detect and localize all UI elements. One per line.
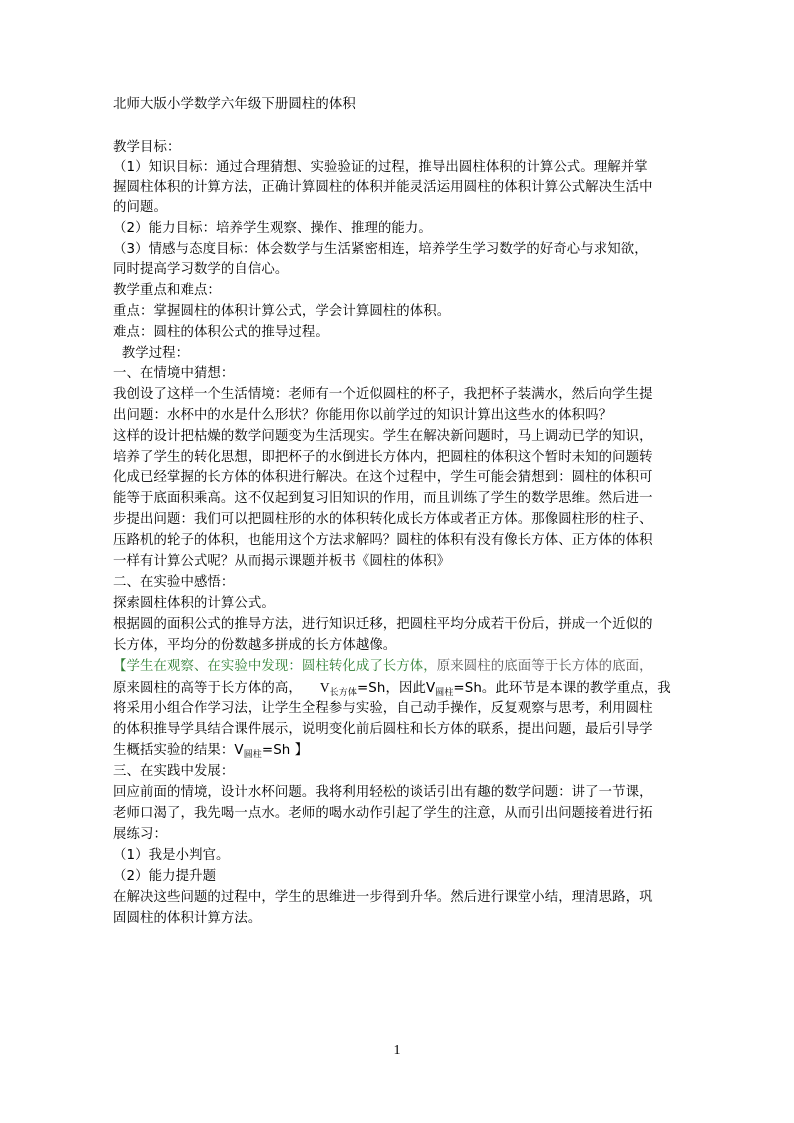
formula-cylinder-volume: =Sh。此环节是本课的教学重点，我 <box>453 681 671 696</box>
s1-paragraph-1-line-1: 我创设了这样一个生活情境：老师有一个近似圆柱的杯子，我把杯子装满水，然后向学生提 <box>113 387 653 402</box>
s1-paragraph-2-line-3: 化成已经掌握的长方体的体积进行解决。在这个过程中，学生可能会猜想到：圆柱的体积可 <box>113 470 653 485</box>
document-title: 北师大版小学数学六年级下册圆柱的体积 <box>113 97 356 112</box>
objectives-heading: 教学目标： <box>113 140 181 155</box>
objective-1-line-2: 握圆柱体积的计算方法，正确计算圆柱的体积并能灵活运用圆柱的体积计算公式解决生活中 <box>113 180 653 195</box>
s2-highlight-line-5 <box>113 741 308 762</box>
conclusion-subscript-cylinder: 圆柱 <box>243 750 262 760</box>
objective-1-line-3: 的问题。 <box>113 200 167 215</box>
formula-subscript-cylinder: 圆柱 <box>435 688 454 698</box>
s2-highlight-line-3: 将采用小组合作学习法，让学生全程参与实验，自己动手操作，反复观察与思考，利用圆柱 <box>113 701 653 716</box>
s2-height-statement: 原来圆柱的高等于长方体的高， <box>113 681 302 696</box>
formula-volume-symbol: V <box>319 680 330 695</box>
s3-paragraph-1-line-1: 回应前面的情境，设计水杯问题。我将利用轻松的谈话引出有趣的数学问题：讲了一节课， <box>113 785 653 800</box>
s1-paragraph-2-line-5: 步提出问题：我们可以把圆柱形的水的体积转化成长方体或者正方体。那像圆柱形的柱子、 <box>113 512 653 527</box>
s2-paragraph-2-line-1: 根据圆的面积公式的推导方法，进行知识迁移，把圆柱平均分成若干份后，拼成一个近似的 <box>113 617 653 632</box>
objective-1-line-1: （1）知识目标：通过合理猜想、实验验证的过程，推导出圆柱体积的计算公式。理解并掌 <box>113 160 648 175</box>
s1-paragraph-2-line-2: 培养了学生的转化思想，即把杯子的水倒进长方体内，把圆柱的体积这个暂时未知的问题转 <box>113 450 653 465</box>
s1-paragraph-1-line-2: 出问题：水杯中的水是什么形状？你能用你以前学过的知识计算出这些水的体积吗？ <box>113 408 613 423</box>
s3-item-2: （2）能力提升题 <box>113 869 217 884</box>
section-1-heading: 一、在情境中猜想： <box>113 366 235 381</box>
keypoint: 重点：掌握圆柱的体积计算公式，学会计算圆柱的体积。 <box>113 304 451 319</box>
s2-conclusion-text: 生概括实验的结果：V <box>113 743 244 758</box>
s1-paragraph-2-line-7: 一样有计算公式呢？从而揭示课题并板书《圆柱的体积》 <box>113 554 451 569</box>
s3-paragraph-2-line-1: 在解决这些问题的过程中，学生的思维进一步得到升华。然后进行课堂小结，理清思路，巩 <box>113 890 653 905</box>
section-3-heading: 三、在实践中发展： <box>113 764 235 779</box>
s1-paragraph-2-line-1: 这样的设计把枯燥的数学问题变为生活现实。学生在解决新问题时，马上调动已学的知识， <box>113 429 653 444</box>
s2-highlight-gray-text: 原来圆柱的底面等于长方体的底面， <box>436 659 653 674</box>
s2-paragraph-1: 探索圆柱体积的计算公式。 <box>113 596 275 611</box>
s3-item-1: （1）我是小判官。 <box>113 848 230 863</box>
s3-paragraph-2-line-2: 固圆柱的体积计算方法。 <box>113 911 262 926</box>
page-number: 1 <box>393 1043 401 1058</box>
objective-3-line-1: （3）情感与态度目标：体会数学与生活紧密相连，培养学生学习数学的好奇心与求知欲， <box>113 242 648 257</box>
section-2-heading: 二、在实验中感悟： <box>113 575 235 590</box>
conclusion-formula: =Sh 】 <box>261 743 309 758</box>
s2-paragraph-2-line-2: 长方体，平均分的份数越多拼成的长方体越像。 <box>113 638 397 653</box>
difficulty: 难点：圆柱的体积公式的推导过程。 <box>113 325 329 340</box>
keypoints-heading: 教学重点和难点： <box>113 283 221 298</box>
objective-2: （2）能力目标：培养学生观察、操作、推理的能力。 <box>113 221 432 236</box>
s2-highlight-green-text: 【学生在观察、在实验中发现：圆柱转化成了长方体， <box>113 659 437 674</box>
objective-3-line-2: 同时提高学习数学的自信心。 <box>113 262 289 277</box>
formula-cuboid-volume: =Sh，因此V <box>356 681 436 696</box>
s3-paragraph-1-line-3: 展练习： <box>113 827 167 842</box>
s2-highlight-line-1 <box>113 657 653 677</box>
formula-subscript-cuboid: 长方体 <box>329 688 357 698</box>
s2-highlight-line-4: 的体积推导学具结合课件展示，说明变化前后圆柱和长方体的联系，提出问题，最后引导学 <box>113 722 653 737</box>
s3-paragraph-1-line-2: 老师口渴了，我先喝一点水。老师的喝水动作引起了学生的注意，从而引出问题接着进行拓 <box>113 806 653 821</box>
s2-highlight-line-2 <box>113 678 671 700</box>
s1-paragraph-2-line-4: 能等于底面积乘高。这不仅起到复习旧知识的作用，而且训练了学生的数学思维。然后进一 <box>113 491 653 506</box>
s1-paragraph-2-line-6: 压路机的轮子的体积，也能用这个方法求解吗？圆柱的体积有没有像长方体、正方体的体积 <box>113 533 653 548</box>
process-heading: 教学过程： <box>113 346 190 361</box>
